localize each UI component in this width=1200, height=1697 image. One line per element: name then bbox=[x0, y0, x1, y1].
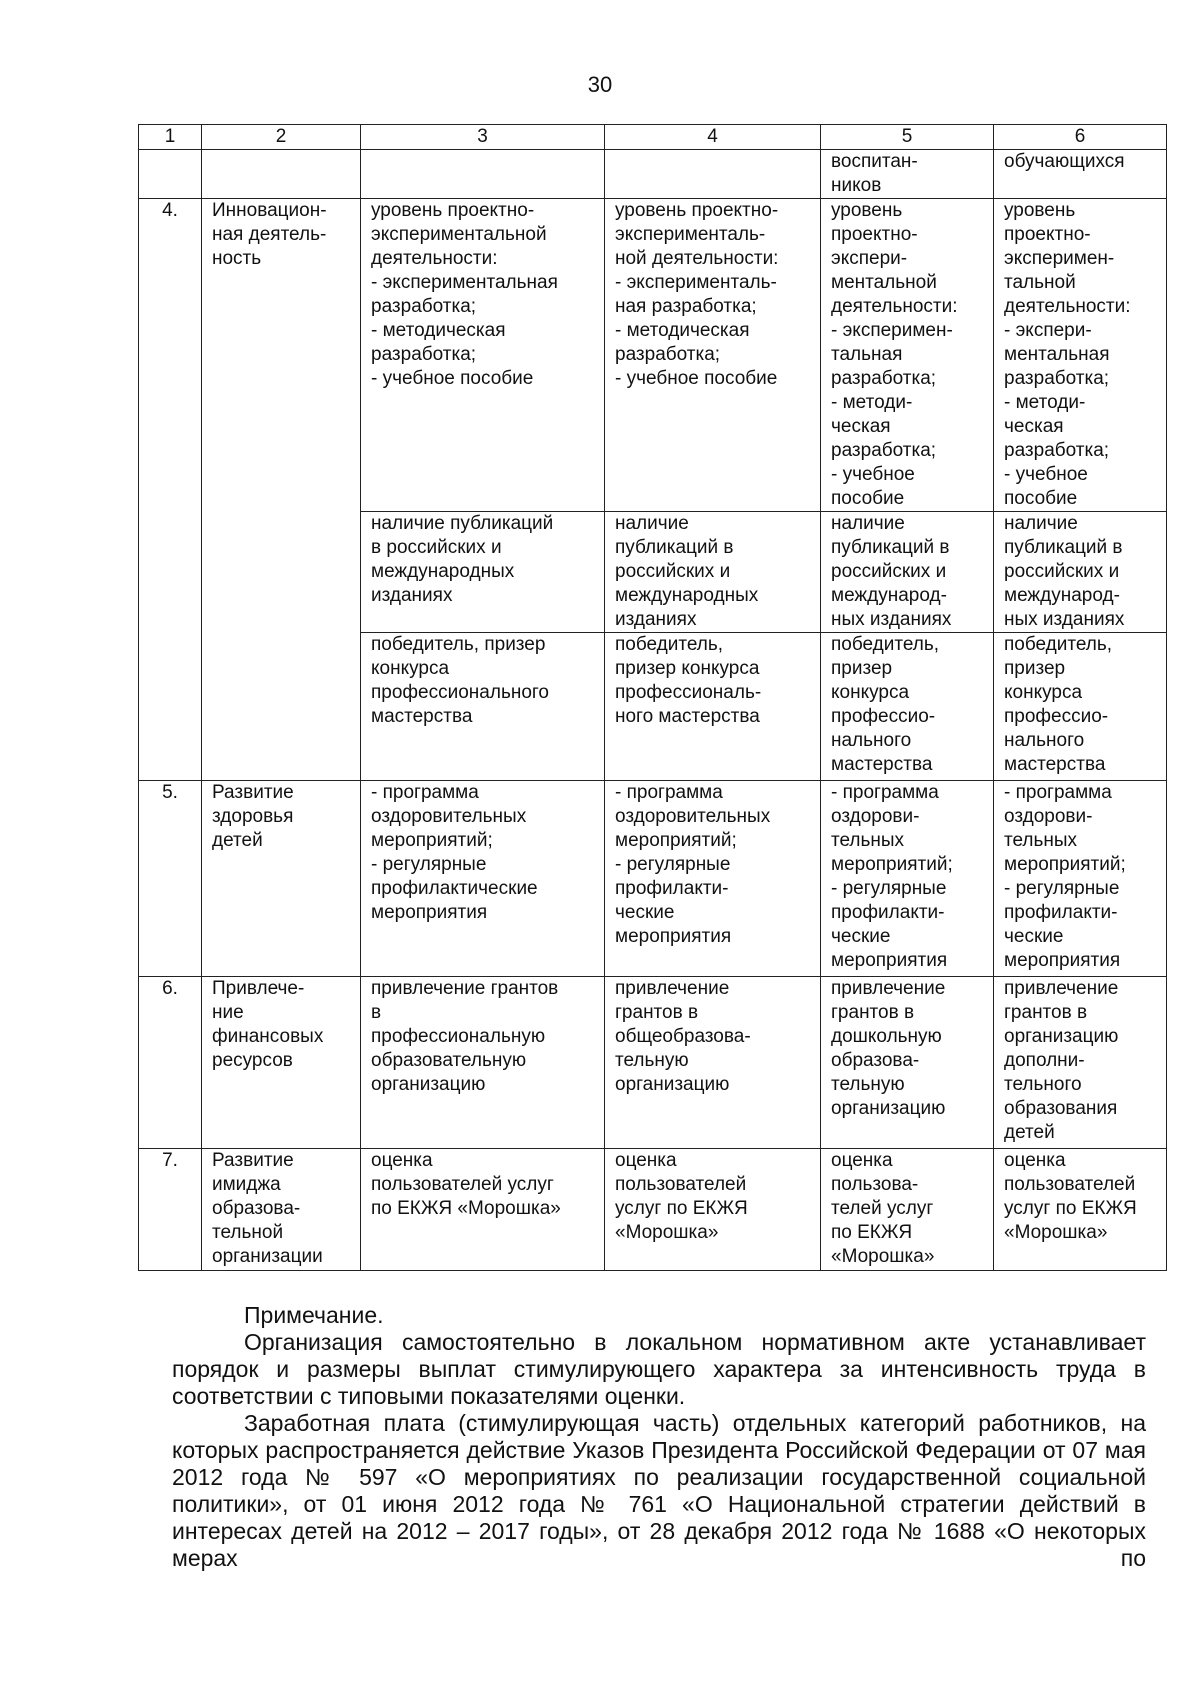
table-cell: оценка пользователей услуг по ЕКЖЯ «Морошка» bbox=[994, 1149, 1167, 1271]
table-cell: победитель, призер конкурса профессиональ- ного мастерства bbox=[605, 633, 821, 781]
note-paragraph: Организация самостоятельно в локальном нормативном акте устанавливает порядок и размеры выплат стимулирующего характера за интенсивность труда в соответствии с типовыми показателями оценки. bbox=[172, 1329, 1146, 1409]
table-cell: победитель, призер конкурса профессионального мастерства bbox=[361, 633, 605, 781]
table-cell: - программа оздоровительных мероприятий; - регулярные профилактические мероприятия bbox=[361, 781, 605, 977]
table-cell: уровень проектно- экспериментальной деятельности: - экспериментальная разработка; - методическая разработка; - учебное пособие bbox=[361, 199, 605, 512]
table-cell: - программа оздоровительных мероприятий; - регулярные профилакти- ческие мероприятия bbox=[605, 781, 821, 977]
note-paragraph: Заработная плата (стимулирующая часть) отдельных категорий работников, на которых распространяется действие Указов Президента Российской Федерации от 07 мая 2012 года № 597 «О мероприятиях по реализации государственной социальной политики», от 01 июня 2012 года № 761 «О Национальной стратегии действий в интересах детей на 2012 – 2017 годы», от 28 декабря 2012 года № 1688 «О некоторых мерах по bbox=[172, 1410, 1146, 1571]
table-cell bbox=[139, 150, 202, 199]
table-cell: привлечение грантов в организацию дополни- тельного образования детей bbox=[994, 977, 1167, 1149]
table-cell: наличие публикаций в российских и международ- ных изданиях bbox=[821, 512, 994, 633]
header-cell: 2 bbox=[202, 125, 361, 150]
indicator-name: Инновацион- ная деятель- ность bbox=[202, 199, 361, 781]
table-cell: - программа оздорови- тельных мероприятий; - регулярные профилакти- ческие мероприятия bbox=[821, 781, 994, 977]
table-cell: победитель, призер конкурса профессио- нального мастерства bbox=[821, 633, 994, 781]
header-cell: 6 bbox=[994, 125, 1167, 150]
table-cell: наличие публикаций в российских и международных изданиях bbox=[605, 512, 821, 633]
indicator-name: Развитие здоровья детей bbox=[202, 781, 361, 977]
table-cell: уровень проектно- экспери- ментальной деятельности: - эксперимен- тальная разработка; - методи- ческая разработка; - учебное пособие bbox=[821, 199, 994, 512]
row-number: 5. bbox=[139, 781, 202, 977]
table-cell bbox=[202, 150, 361, 199]
table-cell: уровень проектно- эксперимен- тальной деятельности: - экспери- ментальная разработка; - методи- ческая разработка; - учебное пособие bbox=[994, 199, 1167, 512]
table-cell bbox=[361, 150, 605, 199]
table-cell: привлечение грантов в общеобразова- тельную организацию bbox=[605, 977, 821, 1149]
table-row bbox=[139, 781, 1167, 977]
table-row bbox=[139, 1149, 1167, 1271]
indicator-name: Привлече- ние финансовых ресурсов bbox=[202, 977, 361, 1149]
header-cell: 3 bbox=[361, 125, 605, 150]
table-cell: оценка пользова- телей услуг по ЕКЖЯ «Морошка» bbox=[821, 1149, 994, 1271]
table-cell: уровень проектно- эксперименталь- ной деятельности: - эксперименталь- ная разработка; - методическая разработка; - учебное пособие bbox=[605, 199, 821, 512]
note-section bbox=[172, 1302, 1146, 1572]
table-cell: оценка пользователей услуг по ЕКЖЯ «Морошка» bbox=[605, 1149, 821, 1271]
note-title: Примечание. bbox=[244, 1302, 384, 1328]
table-cell: оценка пользователей услуг по ЕКЖЯ «Морошка» bbox=[361, 1149, 605, 1271]
table-cell: наличие публикаций в российских и международных изданиях bbox=[361, 512, 605, 633]
table-cell bbox=[605, 150, 821, 199]
table-row bbox=[139, 199, 1167, 512]
indicators-table bbox=[138, 124, 1167, 1271]
table-cell: привлечение грантов в профессиональную образовательную организацию bbox=[361, 977, 605, 1149]
table-cell: победитель, призер конкурса профессио- нального мастерства bbox=[994, 633, 1167, 781]
table-cell: - программа оздорови- тельных мероприятий; - регулярные профилакти- ческие мероприятия bbox=[994, 781, 1167, 977]
table-header-row bbox=[139, 125, 1167, 150]
row-number: 4. bbox=[139, 199, 202, 781]
header-cell: 1 bbox=[139, 125, 202, 150]
table-cell: привлечение грантов в дошкольную образова- тельную организацию bbox=[821, 977, 994, 1149]
table-cell: наличие публикаций в российских и международ- ных изданиях bbox=[994, 512, 1167, 633]
page-number: 30 bbox=[587, 72, 613, 97]
header-cell: 5 bbox=[821, 125, 994, 150]
row-number: 6. bbox=[139, 977, 202, 1149]
row-number: 7. bbox=[139, 1149, 202, 1271]
table-cell: воспитан- ников bbox=[821, 150, 994, 199]
table-row bbox=[139, 977, 1167, 1149]
header-cell: 4 bbox=[605, 125, 821, 150]
indicator-name: Развитие имиджа образова- тельной организации bbox=[202, 1149, 361, 1271]
table-cell: обучающихся bbox=[994, 150, 1167, 199]
table-row bbox=[139, 150, 1167, 199]
